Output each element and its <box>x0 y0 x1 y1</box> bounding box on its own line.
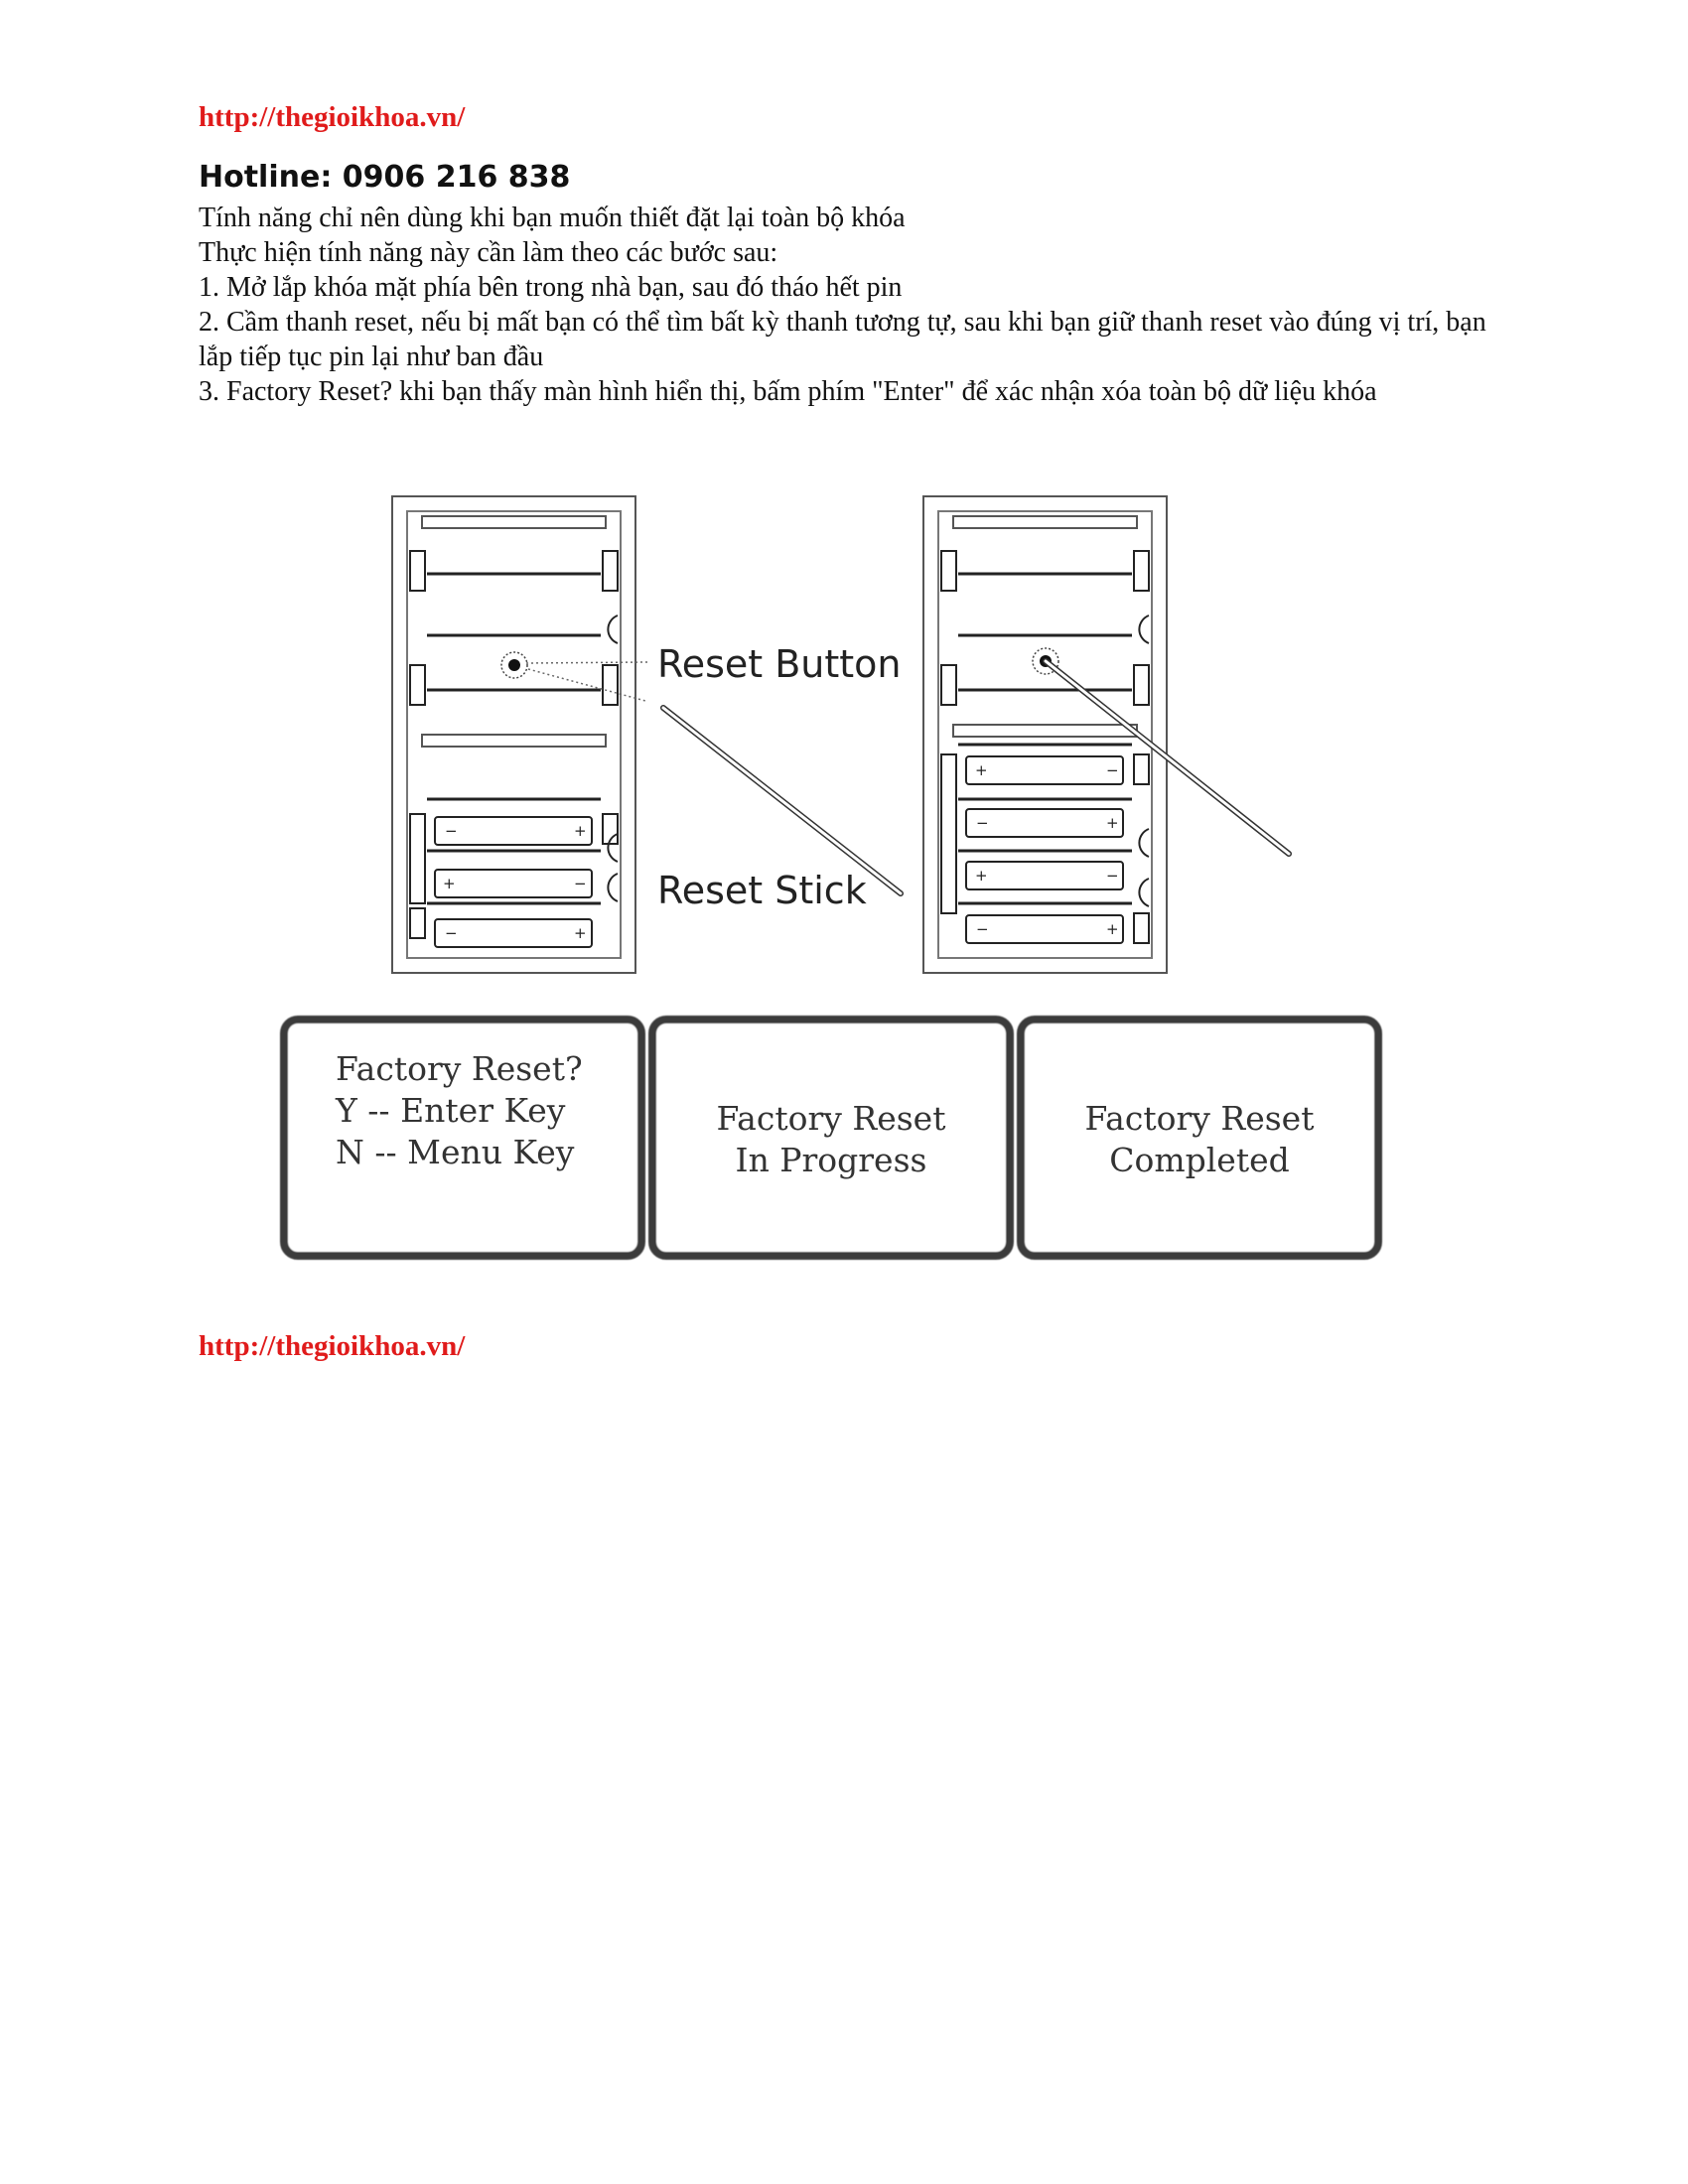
header-link[interactable]: http://thegioikhoa.vn/ <box>199 101 466 133</box>
battery-sign: + <box>1106 920 1119 938</box>
screen-completed <box>1021 1020 1378 1256</box>
battery-sign: − <box>976 814 989 832</box>
battery-sign: − <box>445 822 458 840</box>
screen-3-line-1: Factory Reset <box>1084 1099 1315 1138</box>
screen-2-line-1: Factory Reset <box>716 1099 946 1138</box>
battery-sign: + <box>574 822 587 840</box>
screen-1-line-3: N -- Menu Key <box>336 1133 575 1171</box>
reset-stick-label: Reset Stick <box>657 869 867 912</box>
battery-sign: + <box>443 875 456 892</box>
battery-sign: − <box>976 920 989 938</box>
battery-sign: + <box>975 867 988 885</box>
hotline: Hotline: 0906 216 838 <box>199 160 571 195</box>
step-1: 1. Mở lắp khóa mặt phía bên trong nhà bạn, sau đó tháo hết pin <box>199 272 903 303</box>
screen-in-progress <box>652 1020 1010 1256</box>
screen-1-line-2: Y -- Enter Key <box>336 1091 566 1130</box>
screen-1-line-1: Factory Reset? <box>336 1049 583 1088</box>
footer-link[interactable]: http://thegioikhoa.vn/ <box>199 1330 466 1362</box>
battery-sign: − <box>574 875 587 892</box>
instructions <box>199 201 1519 409</box>
battery-compartment-left <box>392 496 635 973</box>
battery-sign: − <box>1106 867 1119 885</box>
step-2: 2. Cầm thanh reset, nếu bị mất bạn có thể tìm bất kỳ thanh tương tự, sau khi bạn giữ thanh reset vào đúng vị trí, bạn lắp tiếp tục pin lại như ban đầu <box>199 307 1486 372</box>
reset-stick <box>663 708 901 893</box>
screen-3-line-2: Completed <box>1109 1141 1290 1179</box>
step-3: 3. Factory Reset? khi bạn thấy màn hình hiển thị, bấm phím "Enter" để xác nhận xóa toàn bộ dữ liệu khóa <box>199 376 1377 407</box>
battery-sign: − <box>1106 761 1119 779</box>
intro-paragraph: Tính năng chỉ nên dùng khi bạn muốn thiết đặt lại toàn bộ khóa <box>199 203 906 233</box>
reset-button-left <box>501 652 527 678</box>
reset-diagram <box>278 486 1400 1271</box>
reset-button-label: Reset Button <box>657 642 902 686</box>
battery-sign: − <box>445 924 458 942</box>
screen-2-line-2: In Progress <box>735 1141 927 1179</box>
battery-sign: + <box>1106 814 1119 832</box>
steps-heading: Thực hiện tính năng này cần làm theo các bước sau: <box>199 237 778 268</box>
battery-sign: + <box>574 924 587 942</box>
battery-compartment-right <box>923 496 1167 973</box>
battery-sign: + <box>975 761 988 779</box>
